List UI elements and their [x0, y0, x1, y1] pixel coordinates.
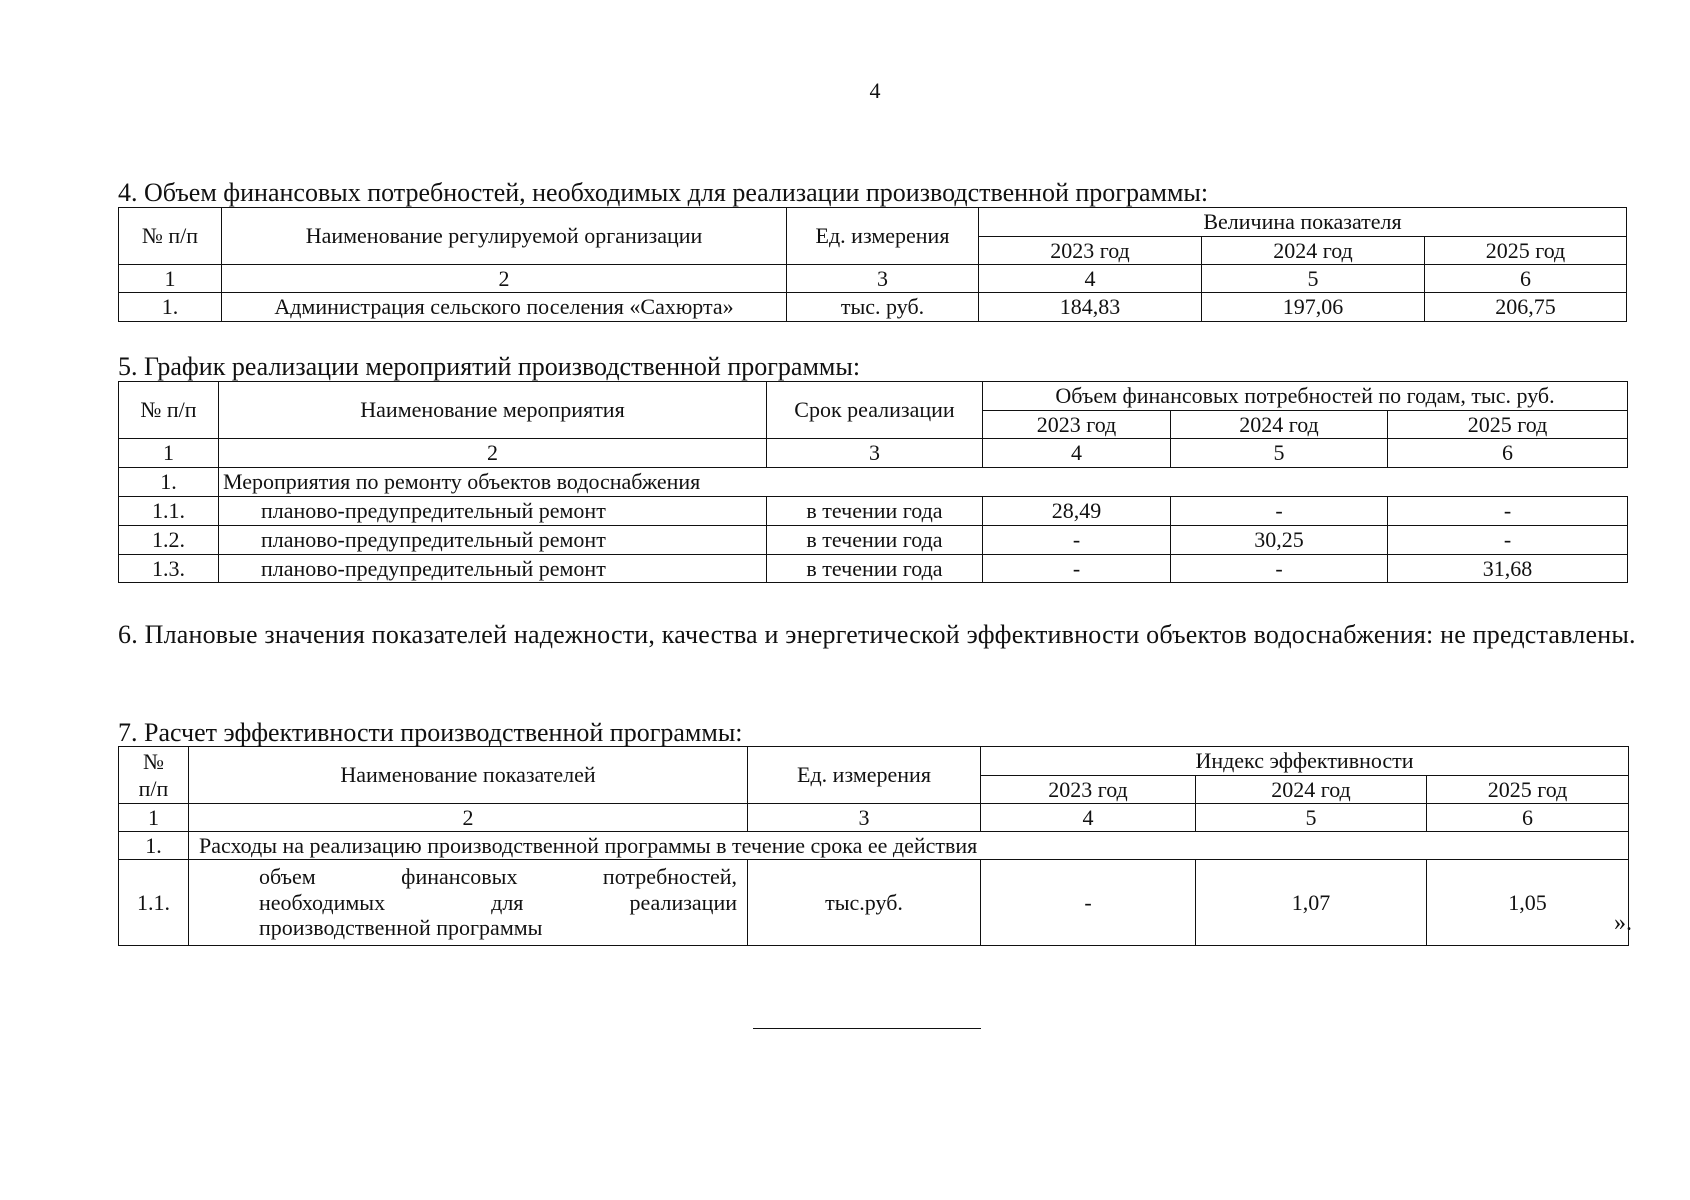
section-6-paragraph: 6. Плановые значения показателей надежности, качества и энергетической эффективности объектов водоснабжения: не представлены.	[118, 620, 1636, 649]
row-number: 1.	[119, 293, 222, 322]
row-number: 1.	[119, 832, 189, 860]
column-number: 4	[981, 804, 1196, 832]
value-2025: 206,75	[1425, 293, 1627, 322]
column-number: 6	[1427, 804, 1629, 832]
col-header-year-2023: 2023 год	[983, 411, 1171, 439]
col-header-efficiency-index: Индекс эффективности	[981, 747, 1629, 776]
group-title: Мероприятия по ремонту объектов водоснабжения	[219, 468, 1628, 497]
value-2025: -	[1388, 497, 1628, 526]
col-header-unit: Ед. измерения	[787, 208, 979, 265]
end-separator-line	[753, 1028, 981, 1029]
column-number: 5	[1171, 439, 1388, 468]
schedule-table	[118, 381, 1628, 583]
activity-name: планово-предупредительный ремонт	[219, 526, 767, 555]
table-row	[119, 293, 1627, 322]
col-header-num: № п/п	[119, 208, 222, 265]
value-2023: -	[983, 555, 1171, 583]
row-number: 1.1.	[119, 497, 219, 526]
indicator-name	[189, 860, 748, 946]
value-2023: 184,83	[979, 293, 1202, 322]
col-header-indicator-value: Величина показателя	[979, 208, 1627, 237]
section-4-heading: 4. Объем финансовых потребностей, необходимых для реализации производственной программы:	[118, 178, 1209, 207]
column-number: 4	[979, 265, 1202, 293]
column-number: 6	[1425, 265, 1627, 293]
col-header-indicator: Наименование показателей	[189, 747, 748, 804]
column-number-row	[119, 265, 1627, 293]
section-5-heading: 5. График реализации мероприятий производственной программы:	[118, 352, 861, 381]
organization-name: Администрация сельского поселения «Сахюрта»	[222, 293, 787, 322]
value-2024: 1,07	[1196, 860, 1427, 946]
column-number: 1	[119, 439, 219, 468]
table-row	[119, 497, 1628, 526]
table-row	[119, 860, 1629, 946]
term: в течении года	[767, 497, 983, 526]
row-number: 1.3.	[119, 555, 219, 583]
unit: тыс. руб.	[787, 293, 979, 322]
column-number: 4	[983, 439, 1171, 468]
value-2025: 1,05	[1427, 860, 1629, 946]
column-number: 2	[222, 265, 787, 293]
value-2024: -	[1171, 497, 1388, 526]
page-number: 4	[869, 78, 881, 103]
col-header-year-2025: 2025 год	[1388, 411, 1628, 439]
term: в течении года	[767, 526, 983, 555]
col-header-year-2024: 2024 год	[1202, 237, 1425, 265]
col-header-num	[119, 747, 189, 804]
value-2024: 30,25	[1171, 526, 1388, 555]
column-number-row	[119, 804, 1629, 832]
term: в течении года	[767, 555, 983, 583]
table-row	[119, 526, 1628, 555]
col-header-activity: Наименование мероприятия	[219, 382, 767, 439]
column-number: 3	[767, 439, 983, 468]
column-number: 5	[1202, 265, 1425, 293]
col-header-organization: Наименование регулируемой организации	[222, 208, 787, 265]
group-title: Расходы на реализацию производственной программы в течение срока ее действия	[189, 832, 1629, 860]
col-header-year-2025: 2025 год	[1425, 237, 1627, 265]
value-2025: -	[1388, 526, 1628, 555]
activity-name: планово-предупредительный ремонт	[219, 555, 767, 583]
activity-name: планово-предупредительный ремонт	[219, 497, 767, 526]
col-header-term: Срок реализации	[767, 382, 983, 439]
column-number: 2	[189, 804, 748, 832]
efficiency-table	[118, 746, 1629, 946]
row-number: 1.	[119, 468, 219, 497]
value-2023: -	[983, 526, 1171, 555]
column-number: 5	[1196, 804, 1427, 832]
value-2023: 28,49	[983, 497, 1171, 526]
table-row	[119, 555, 1628, 583]
value-2025: 31,68	[1388, 555, 1628, 583]
col-header-unit: Ед. измерения	[748, 747, 981, 804]
group-row	[119, 832, 1629, 860]
value-2023: -	[981, 860, 1196, 946]
row-number: 1.1.	[119, 860, 189, 946]
col-header-num-line1: №	[143, 748, 164, 774]
col-header-num: № п/п	[119, 382, 219, 439]
col-header-year-2023: 2023 год	[981, 776, 1196, 804]
section-7-heading: 7. Расчет эффективности производственной программы:	[118, 718, 743, 747]
indicator-name-line1: объем финансовых потребностей,	[259, 863, 737, 889]
financial-needs-table	[118, 207, 1627, 322]
col-header-year-2025: 2025 год	[1427, 776, 1629, 804]
column-number: 1	[119, 265, 222, 293]
column-number: 3	[787, 265, 979, 293]
closing-quote: ».	[1614, 910, 1632, 936]
col-header-num-line2: п/п	[138, 776, 169, 801]
value-2024: -	[1171, 555, 1388, 583]
column-number: 1	[119, 804, 189, 832]
col-header-year-2023: 2023 год	[979, 237, 1202, 265]
unit: тыс.руб.	[748, 860, 981, 946]
indicator-name-line3: производственной программы	[259, 915, 543, 941]
column-number: 6	[1388, 439, 1628, 468]
group-row	[119, 468, 1628, 497]
indicator-name-line2: необходимых для реализации	[259, 889, 737, 915]
row-number: 1.2.	[119, 526, 219, 555]
value-2024: 197,06	[1202, 293, 1425, 322]
column-number-row	[119, 439, 1628, 468]
col-header-year-2024: 2024 год	[1171, 411, 1388, 439]
column-number: 3	[748, 804, 981, 832]
col-header-financial-volume: Объем финансовых потребностей по годам, тыс. руб.	[983, 382, 1628, 411]
column-number: 2	[219, 439, 767, 468]
col-header-year-2024: 2024 год	[1196, 776, 1427, 804]
